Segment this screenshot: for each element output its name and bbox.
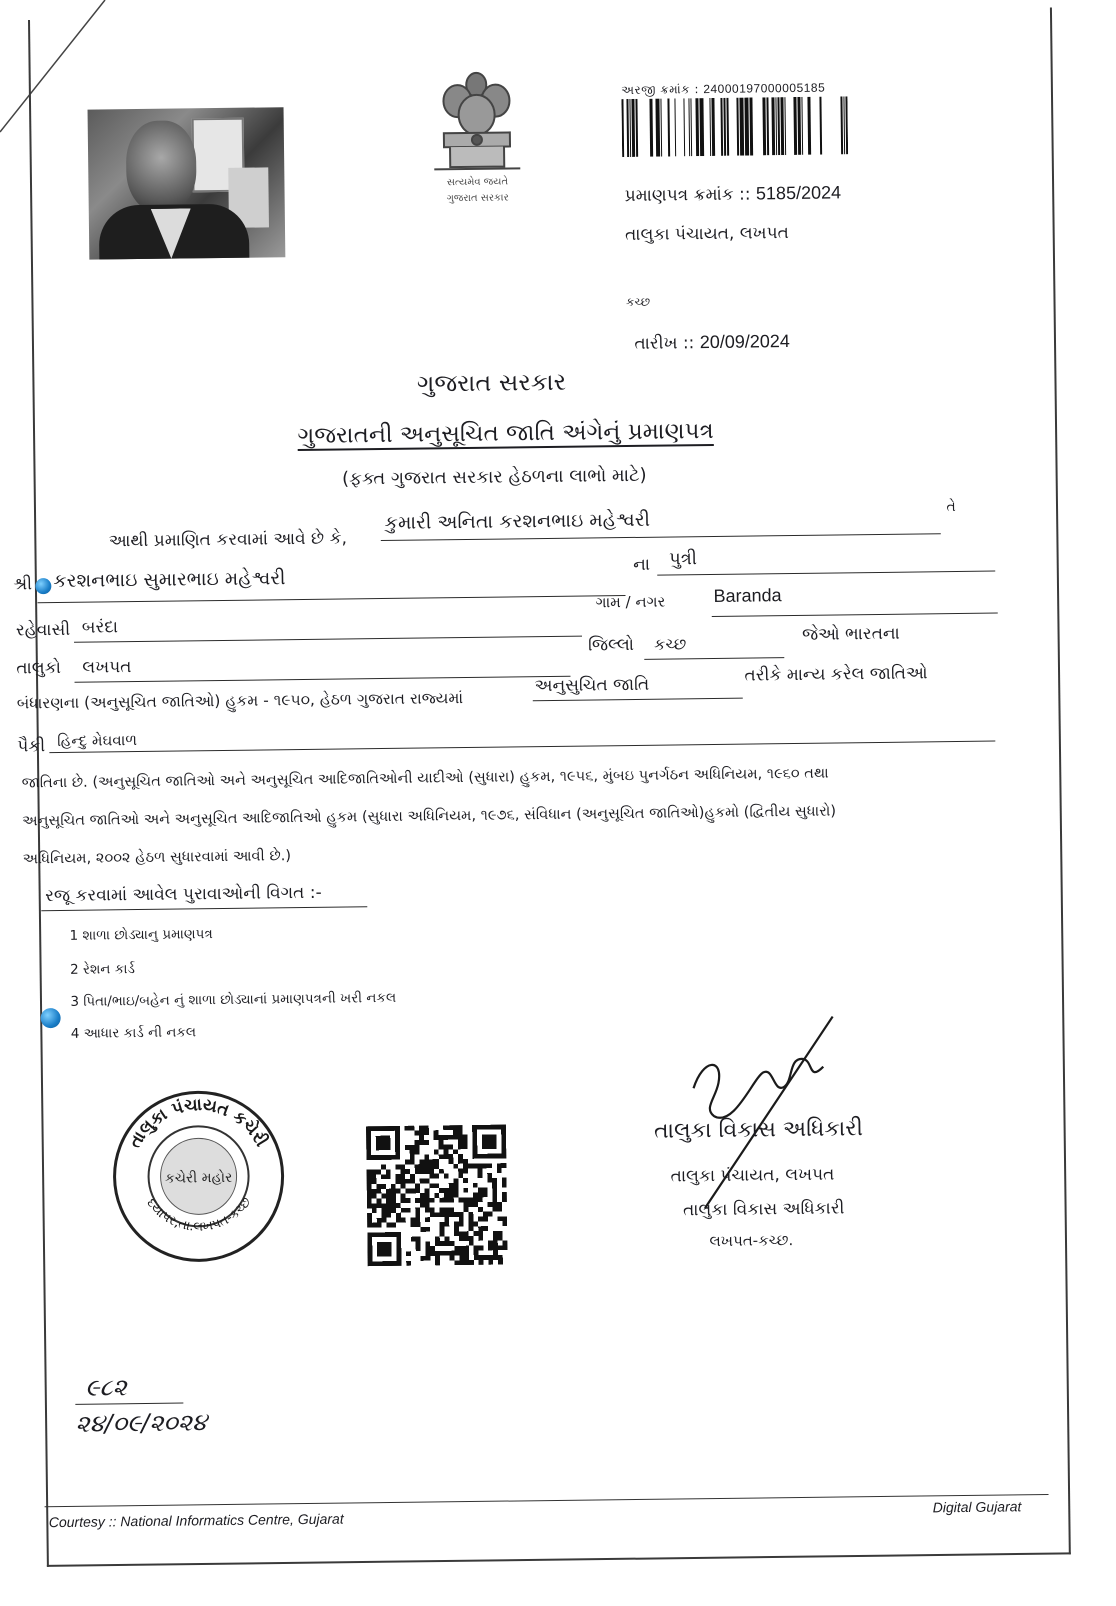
na-label: ના bbox=[633, 554, 651, 575]
father-name-line bbox=[38, 595, 626, 603]
seal-center-text: કચેરી મહોર bbox=[164, 1169, 233, 1187]
caste-value: હિન્દુ મેઘવાળ bbox=[57, 731, 138, 751]
emblem-motto: સત્યમેવ જયતે bbox=[446, 176, 509, 189]
village-label: ગામ / નગર bbox=[595, 592, 666, 612]
applicant-name-line bbox=[381, 533, 941, 541]
handwritten-date: ૨૪/૦૯/૨૦૨૪ bbox=[75, 1408, 208, 1438]
relation-line bbox=[657, 571, 995, 576]
application-number: અરજી ક્રમાંક : 24000197000005185 bbox=[621, 80, 826, 98]
te-label: તે bbox=[946, 499, 956, 516]
document-item-3: 3 પિતા/ભાઇ/બહેન નું શાળા છોડ્યાનાં પ્રમાણપત્રની ખરી નકલ bbox=[70, 989, 397, 1010]
documents-heading-line bbox=[41, 906, 367, 911]
taluka-line bbox=[75, 676, 571, 683]
resident-label: રહેવાસી bbox=[15, 619, 71, 641]
document-item-2: 2 રેશન કાર્ડ bbox=[69, 961, 136, 978]
footer-brand: Digital Gujarat bbox=[932, 1498, 1022, 1516]
government-title: ગુજરાત સરકાર bbox=[416, 367, 567, 398]
village-value: Baranda bbox=[713, 585, 782, 606]
legal-para-line1: જાતિના છે. (અનુસૂચિત જાતિઓ અને અનુસૂચિત આદિજાતિઓની યાદીઓ (સુધારા) હુકમ, ૧૯૫૬, મુંબઇ પુનર્ગઠન અધિનિયમ, ૧૯૬૦ તથા bbox=[21, 764, 829, 792]
je-bharat-label: જેઓ ભારતના bbox=[801, 623, 900, 645]
certificate-subtitle: (ફક્ત ગુજરાત સરકાર હેઠળના લાભો માટે) bbox=[341, 464, 647, 490]
certificate-number: પ્રમાણપત્ર ક્રમાંક :: 5185/2024 bbox=[624, 182, 842, 207]
signatory-title: તાલુકા વિકાસ અધિકારી bbox=[653, 1116, 864, 1144]
blue-mark bbox=[35, 578, 51, 594]
category-line bbox=[533, 698, 743, 702]
emblem-caption: ગુજરાત સરકાર bbox=[446, 192, 509, 205]
legal-para-line3: અધિનિયમ, ૨૦૦૨ હેઠળ સુધારવામાં આવી છે.) bbox=[22, 847, 292, 868]
village-line bbox=[712, 613, 998, 617]
handwritten-number: ૯૮૨ bbox=[84, 1373, 127, 1402]
documents-heading: રજૂ કરવામાં આવેલ પુરાવાઓની વિગત :- bbox=[45, 882, 322, 907]
panki-label: પૈકી bbox=[17, 736, 46, 757]
document-item-1: 1 શાળા છોડ્યાનુ પ્રમાણપત્ર bbox=[69, 926, 213, 944]
blue-mark bbox=[41, 1008, 61, 1028]
issue-date: તારીખ :: 20/09/2024 bbox=[634, 331, 790, 354]
state-emblem-icon bbox=[421, 62, 533, 213]
footer-courtesy: Courtesy :: National Informatics Centre, Gujarat bbox=[48, 1510, 344, 1531]
taluka-value: લખપત bbox=[82, 657, 132, 678]
issuing-office: તાલુકા પંચાયત, લખપત bbox=[624, 223, 790, 246]
district-label: જિલ્લો bbox=[587, 634, 635, 656]
district-value: કચ્છ bbox=[653, 634, 687, 654]
signatory-office: તાલુકા પંચાયત, લખપત bbox=[670, 1164, 835, 1187]
district-line bbox=[644, 657, 784, 660]
applicant-photo bbox=[88, 107, 286, 259]
recognized-label: તરીકે માન્ય કરેલ જાતિઓ bbox=[744, 663, 928, 686]
signatory-designation: તાલુકા વિકાસ અધિકારી bbox=[682, 1198, 845, 1221]
category-value: અનુસુચિત જાતિ bbox=[534, 674, 650, 697]
signatory-place: લખપત-કચ્છ. bbox=[709, 1231, 794, 1251]
office-seal-icon bbox=[107, 1083, 289, 1265]
qr-code-icon bbox=[366, 1125, 508, 1267]
constitution-text: બંધારણના (અનુસૂચિત જાતિઓ) હુકમ - ૧૯૫૦, હેઠળ ગુજરાત રાજ્યમાં bbox=[16, 689, 464, 713]
seal-top-text: તાલુકા પંચાયત કચેરી bbox=[125, 1094, 272, 1152]
caste-line bbox=[49, 741, 995, 754]
relation-value: પુત્રી bbox=[668, 548, 698, 570]
resident-line bbox=[74, 636, 582, 643]
certificate-title: ગુજરાતની અનુસૂચિત જાતિ અંગેનું પ્રમાણપત્ર bbox=[297, 417, 714, 450]
father-name: કરશનભાઇ સુમારભાઇ મહેશ્વરી bbox=[53, 567, 286, 593]
taluka-label: તાલુકો bbox=[16, 657, 62, 679]
footer-divider bbox=[45, 1494, 1049, 1507]
certify-label: આથી પ્રમાણિત કરવામાં આવે છે કે, bbox=[108, 528, 348, 552]
handwritten-line bbox=[75, 1403, 183, 1405]
barcode-icon bbox=[621, 96, 848, 157]
legal-para-line2: અનુસૂચિત જાતિઓ અને અનુસૂચિત આદિજાતિઓ હુકમ (સુધારા અધિનિયમ, ૧૯૭૬, સંવિધાન (અનુસૂચિત જાતિઓ)હુકમો (દ્વિતીય સુધારો) bbox=[22, 802, 837, 830]
shri-prefix: શ્રી bbox=[13, 574, 33, 595]
document-item-4: 4 આધાર કાર્ડ ની નકલ bbox=[70, 1024, 197, 1042]
applicant-name: કુમારી અનિતા કરશનભાઇ મહેશ્વરી bbox=[384, 508, 651, 534]
seal-bottom-text: દયાપર,તા.લખપત-કચ્છ bbox=[143, 1194, 255, 1235]
resident-value: બરંદા bbox=[81, 617, 119, 638]
district-short: કચ્છ bbox=[625, 294, 651, 310]
